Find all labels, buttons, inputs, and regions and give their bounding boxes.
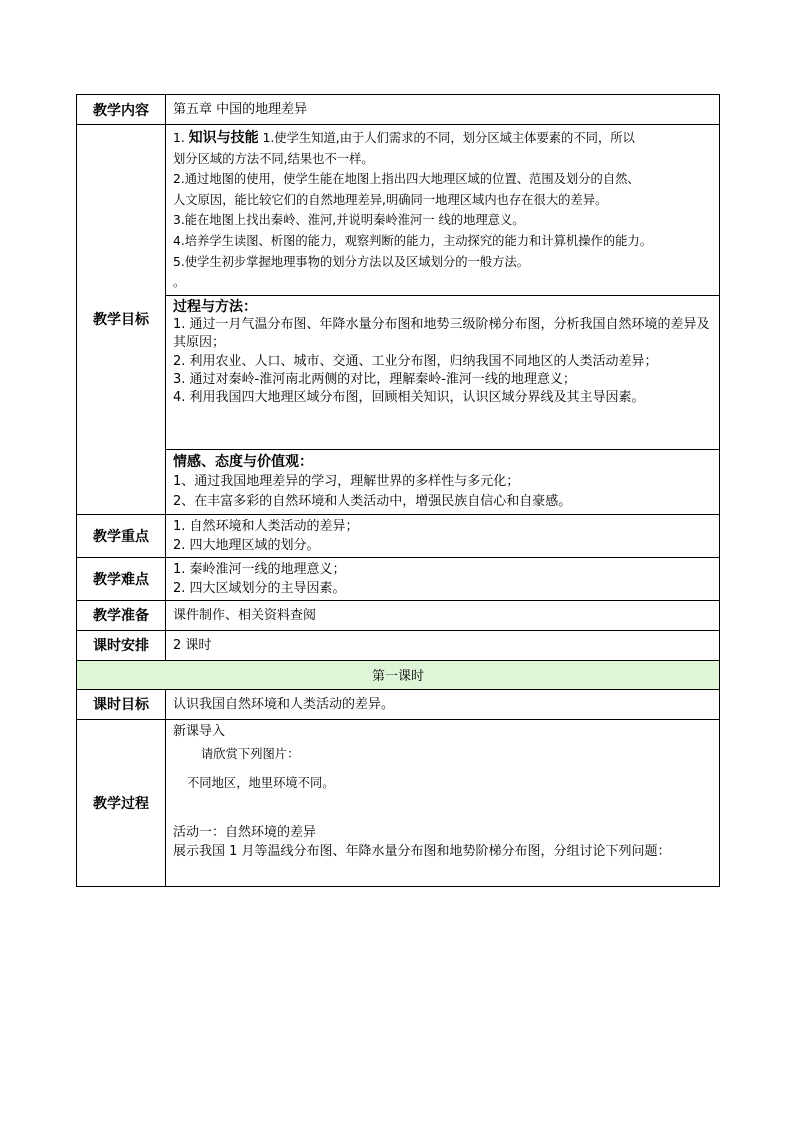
emotion-item: 2、在丰富多彩的自然环境和人类活动中，增强民族自信心和自豪感。 xyxy=(173,493,572,509)
emotion-values-block xyxy=(166,449,720,514)
activity-heading: 活动一：自然环境的差异 xyxy=(173,824,317,840)
row-process xyxy=(77,719,720,886)
knowledge-line: 3.能在地图上找出秦岭、淮河,并说明秦岭淮河一 线的地理意义。 xyxy=(173,213,525,228)
row-goals-knowledge xyxy=(77,125,720,296)
label-lesson-goal: 课时目标 xyxy=(77,689,166,719)
difficulty-item: 2. 四大区域划分的主导因素。 xyxy=(173,580,346,596)
knowledge-line: 划分区域的方法不同,结果也不一样。 xyxy=(173,151,374,166)
knowledge-heading-num: 1. xyxy=(173,131,185,145)
note-text: 不同地区，地里环境不同。 xyxy=(187,775,335,790)
intro-text: 新课导入 xyxy=(173,723,226,739)
prompt-text: 请欣赏下列图片： xyxy=(201,746,300,761)
row-goals-emotion xyxy=(77,449,720,514)
row-content xyxy=(77,95,720,125)
label-preparation: 教学准备 xyxy=(77,600,166,630)
knowledge-heading: 知识与技能 xyxy=(188,130,259,146)
row-lesson-goal xyxy=(77,689,720,719)
knowledge-line: 4.培养学生读图、析图的能力，观察判断的能力，主动探究的能力和计算机操作的能力。 xyxy=(173,233,653,248)
label-goals: 教学目标 xyxy=(77,125,166,515)
preparation-value: 课件制作、相关资料查阅 xyxy=(166,600,720,630)
label-key-points: 教学重点 xyxy=(77,514,166,557)
lesson-goal-value: 认识我国自然环境和人类活动的差异。 xyxy=(166,689,720,719)
label-content: 教学内容 xyxy=(77,95,166,125)
emotion-heading: 情感、态度与价值观： xyxy=(173,453,313,470)
process-methods-block xyxy=(166,295,720,449)
chapter-title: 第五章 中国的地理差异 xyxy=(166,95,720,125)
row-lesson-header xyxy=(77,660,720,689)
label-difficulties: 教学难点 xyxy=(77,557,166,600)
process-item: 4. 利用我国四大地理区域分布图，回顾相关知识，认识区域分界线及其主导因素。 xyxy=(173,390,645,406)
key-points-block xyxy=(166,514,720,557)
task-text: 展示我国 1 月等温线分布图、年降水量分布图和地势阶梯分布图，分组讨论下列问题： xyxy=(173,843,671,859)
row-difficulties xyxy=(77,557,720,600)
knowledge-line: 2.通过地图的使用，使学生能在地图上指出四大地理区域的位置、范围及划分的自然、 xyxy=(173,172,640,187)
lesson-header: 第一课时 xyxy=(77,660,720,689)
key-point-item: 1. 自然环境和人类活动的差异； xyxy=(173,518,359,534)
lesson-plan-table xyxy=(76,94,720,887)
label-process: 教学过程 xyxy=(77,719,166,886)
knowledge-skills-block xyxy=(166,125,720,296)
knowledge-line: 。 xyxy=(173,275,186,290)
label-schedule: 课时安排 xyxy=(77,630,166,660)
row-key-points xyxy=(77,514,720,557)
difficulty-item: 1. 秦岭淮河一线的地理意义； xyxy=(173,561,346,577)
process-heading: 过程与方法： xyxy=(173,298,257,315)
process-block xyxy=(166,719,720,886)
emotion-item: 1、通过我国地理差异的学习，理解世界的多样性与多元化； xyxy=(173,473,520,489)
process-item: 2. 利用农业、人口、城市、交通、工业分布图，归纳我国不同地区的人类活动差异； xyxy=(173,353,658,369)
knowledge-line: 5.使学生初步掌握地理事物的划分方法以及区域划分的一般方法。 xyxy=(173,254,530,269)
row-schedule xyxy=(77,630,720,660)
row-preparation xyxy=(77,600,720,630)
knowledge-line: 人文原因，能比较它们的自然地理差异,明确同一地理区域内也存在很大的差异。 xyxy=(173,192,608,207)
difficulties-block xyxy=(166,557,720,600)
row-goals-process xyxy=(77,295,720,449)
process-item: 1. 通过一月气温分布图、年降水量分布图和地势三级阶梯分布图，分析我国自然环境的差异及其原因； xyxy=(173,317,710,351)
knowledge-line: 1.使学生知道,由于人们需求的不同，划分区域主体要素的不同，所以 xyxy=(262,131,635,145)
key-point-item: 2. 四大地理区域的划分。 xyxy=(173,537,320,553)
process-item: 3. 通过对秦岭-淮河南北两侧的对比，理解秦岭-淮河一线的地理意义； xyxy=(173,371,576,387)
schedule-value: 2 课时 xyxy=(166,630,720,660)
